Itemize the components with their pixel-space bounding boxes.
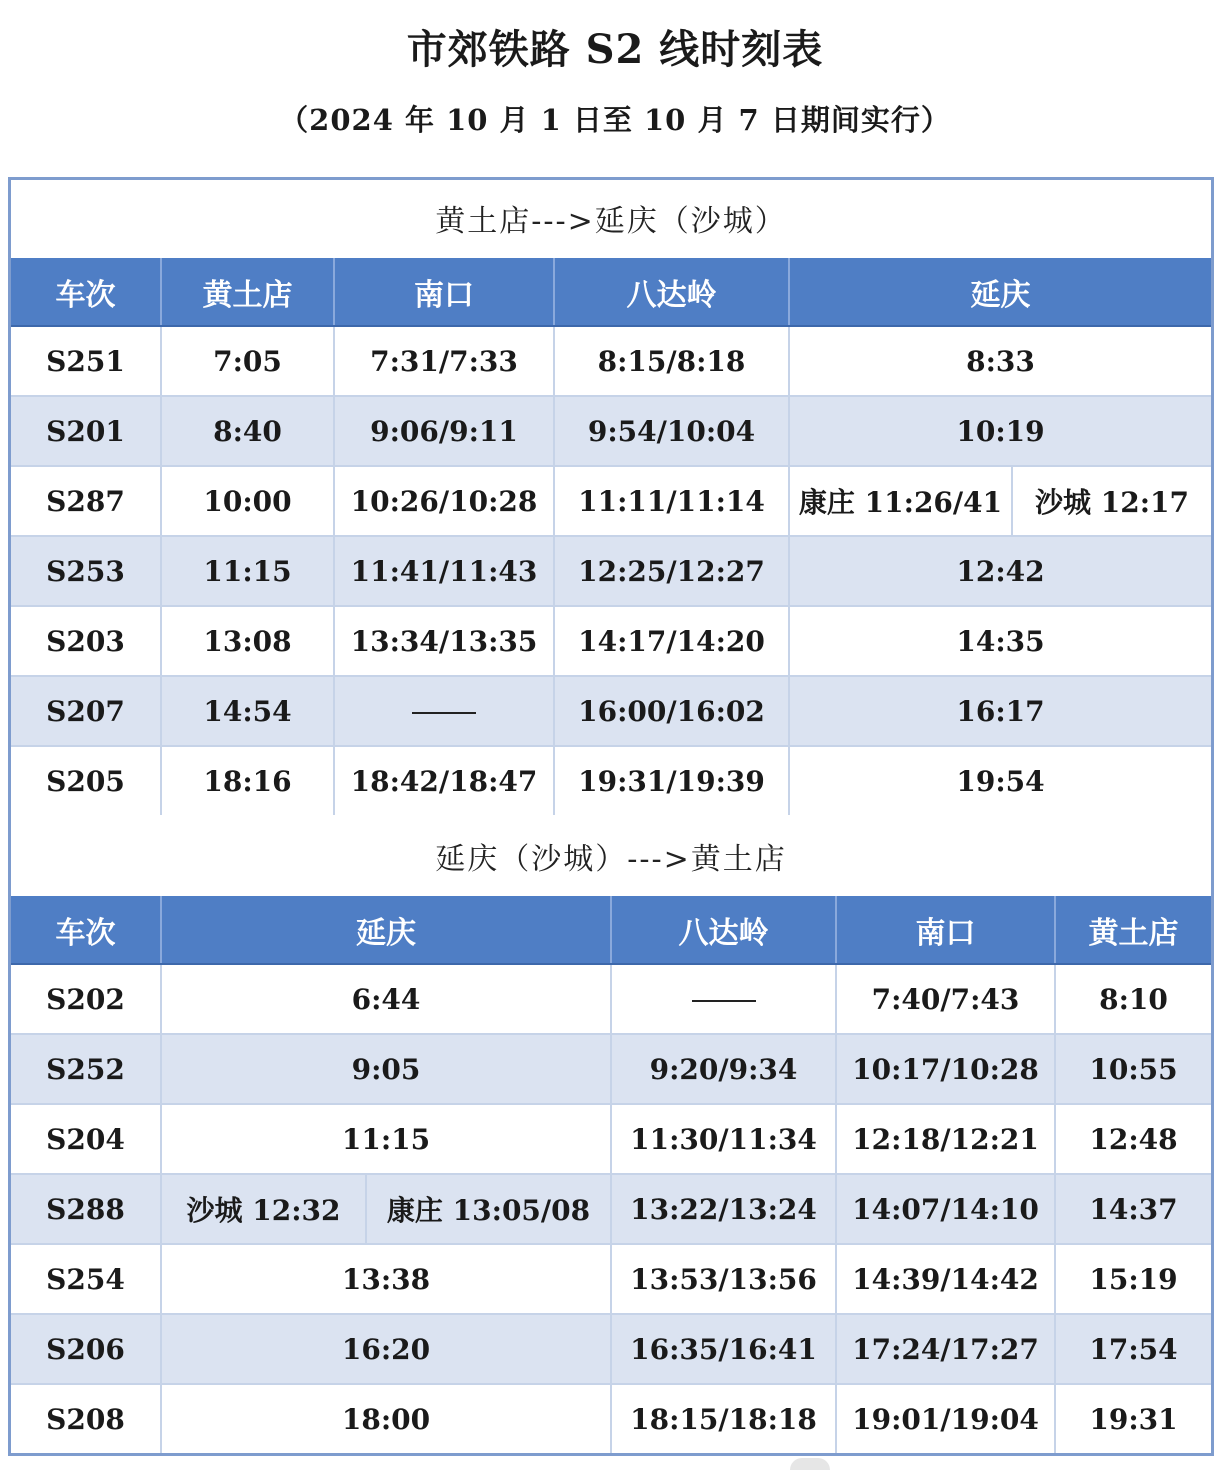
- time-cell: 9:05: [161, 1034, 611, 1104]
- time-cell: 18:15/18:18: [611, 1384, 836, 1453]
- time-cell: 11:11/11:14: [554, 466, 789, 536]
- header-row: [11, 896, 1211, 964]
- train-number: S251: [11, 326, 161, 396]
- train-number: S204: [11, 1104, 161, 1174]
- time-cell: 6:44: [161, 964, 611, 1034]
- time-cell: 16:00/16:02: [554, 676, 789, 746]
- time-cell: 12:25/12:27: [554, 536, 789, 606]
- time-cell: 16:35/16:41: [611, 1314, 836, 1384]
- time-cell-shacheng: 沙城 12:17: [1012, 466, 1211, 536]
- table-row: [11, 606, 1211, 676]
- train-number: S253: [11, 536, 161, 606]
- time-cell: 13:22/13:24: [611, 1174, 836, 1244]
- time-cell: 8:10: [1055, 964, 1211, 1034]
- time-cell: 19:54: [789, 746, 1211, 815]
- time-cell: 12:48: [1055, 1104, 1211, 1174]
- header-station: 八达岭: [611, 896, 836, 964]
- table-row: [11, 1104, 1211, 1174]
- direction-heading-inbound: 延庆（沙城）--->黄土店: [435, 842, 787, 877]
- time-cell: 14:17/14:20: [554, 606, 789, 676]
- train-number: S201: [11, 396, 161, 466]
- header-station: 南口: [334, 258, 554, 326]
- table-row: [11, 1034, 1211, 1104]
- table-row: [11, 396, 1211, 466]
- time-cell: 7:40/7:43: [836, 964, 1055, 1034]
- time-cell: 11:41/11:43: [334, 536, 554, 606]
- direction-heading-outbound: 黄土店--->延庆（沙城）: [435, 204, 787, 239]
- train-number: S206: [11, 1314, 161, 1384]
- time-cell: 17:54: [1055, 1314, 1211, 1384]
- time-cell: 12:18/12:21: [836, 1104, 1055, 1174]
- page-title: 市郊铁路 S2 线时刻表: [406, 26, 824, 73]
- time-cell: 10:26/10:28: [334, 466, 554, 536]
- time-cell: 16:20: [161, 1314, 611, 1384]
- table-row: [11, 326, 1211, 396]
- time-cell: 8:33: [789, 326, 1211, 396]
- validity-period: （2024 年 10 月 1 日至 10 月 7 日期间实行）: [279, 103, 951, 137]
- time-cell: 12:42: [789, 536, 1211, 606]
- time-cell: 13:53/13:56: [611, 1244, 836, 1314]
- time-cell: 8:40: [161, 396, 334, 466]
- time-cell: 14:35: [789, 606, 1211, 676]
- table-row: [11, 1244, 1211, 1314]
- train-number: S287: [11, 466, 161, 536]
- time-cell: 10:00: [161, 466, 334, 536]
- header-station: 八达岭: [554, 258, 789, 326]
- time-cell: 19:01/19:04: [836, 1384, 1055, 1453]
- time-cell: 10:19: [789, 396, 1211, 466]
- time-cell-kangzhuang: 康庄 13:05/08: [366, 1174, 611, 1244]
- train-number: S202: [11, 964, 161, 1034]
- train-number: S208: [46, 1402, 125, 1436]
- time-cell: 18:42/18:47: [334, 746, 554, 815]
- time-cell: 13:38: [161, 1244, 611, 1314]
- no-stop-dash: [692, 1000, 756, 1002]
- table-row: [11, 746, 1211, 815]
- table-row: [11, 466, 1211, 536]
- time-cell: 11:15: [161, 1104, 611, 1174]
- time-cell: 9:20/9:34: [611, 1034, 836, 1104]
- time-cell: 13:34/13:35: [334, 606, 554, 676]
- time-cell: 14:07/14:10: [836, 1174, 1055, 1244]
- header-station: 南口: [836, 896, 1055, 964]
- header-station: 黄土店: [161, 258, 334, 326]
- timetable-outbound: [11, 258, 1211, 815]
- header-station: 延庆: [161, 896, 611, 964]
- table-row: [11, 1314, 1211, 1384]
- no-stop-cell: [611, 964, 836, 1034]
- train-number: S288: [11, 1174, 161, 1244]
- timetable-inbound: [11, 896, 1211, 1453]
- time-cell: 10:55: [1055, 1034, 1211, 1104]
- table-row: [11, 1174, 1211, 1244]
- train-number: S203: [11, 606, 161, 676]
- time-cell: 11:30/11:34: [611, 1104, 836, 1174]
- time-cell: 19:31/19:39: [554, 746, 789, 815]
- time-cell: 18:00: [161, 1384, 611, 1453]
- time-cell: 16:17: [789, 676, 1211, 746]
- time-cell: 19:31: [1055, 1384, 1211, 1453]
- time-cell: 7:31/7:33: [334, 326, 554, 396]
- time-cell: 9:54/10:04: [554, 396, 789, 466]
- time-cell: 9:06/9:11: [334, 396, 554, 466]
- table-row: [11, 964, 1211, 1034]
- table-row: [11, 1384, 1211, 1453]
- header-train: 车次: [11, 896, 161, 964]
- time-cell-shacheng: 沙城 12:32: [161, 1174, 366, 1244]
- watermark-fragment: [790, 1458, 830, 1470]
- time-cell: 10:17/10:28: [836, 1034, 1055, 1104]
- train-number: S205: [46, 764, 125, 798]
- train-number: S254: [11, 1244, 161, 1314]
- time-cell: 7:05: [161, 326, 334, 396]
- time-cell: 17:24/17:27: [836, 1314, 1055, 1384]
- time-cell: 15:19: [1055, 1244, 1211, 1314]
- header-row: [11, 258, 1211, 326]
- time-cell: 14:39/14:42: [836, 1244, 1055, 1314]
- header-station: 黄土店: [1055, 896, 1211, 964]
- table-row: [11, 536, 1211, 606]
- train-number: S252: [11, 1034, 161, 1104]
- header-station: 延庆: [789, 258, 1211, 326]
- time-cell: 14:54: [161, 676, 334, 746]
- time-cell-kangzhuang: 康庄 11:26/41: [789, 466, 1012, 536]
- no-stop-cell: [334, 676, 554, 746]
- time-cell: 14:37: [1055, 1174, 1211, 1244]
- table-row: [11, 676, 1211, 746]
- header-train: 车次: [11, 258, 161, 326]
- time-cell: 13:08: [161, 606, 334, 676]
- time-cell: 18:16: [161, 746, 334, 815]
- time-cell: 11:15: [161, 536, 334, 606]
- time-cell: 8:15/8:18: [554, 326, 789, 396]
- no-stop-dash: [412, 712, 476, 714]
- train-number: S207: [11, 676, 161, 746]
